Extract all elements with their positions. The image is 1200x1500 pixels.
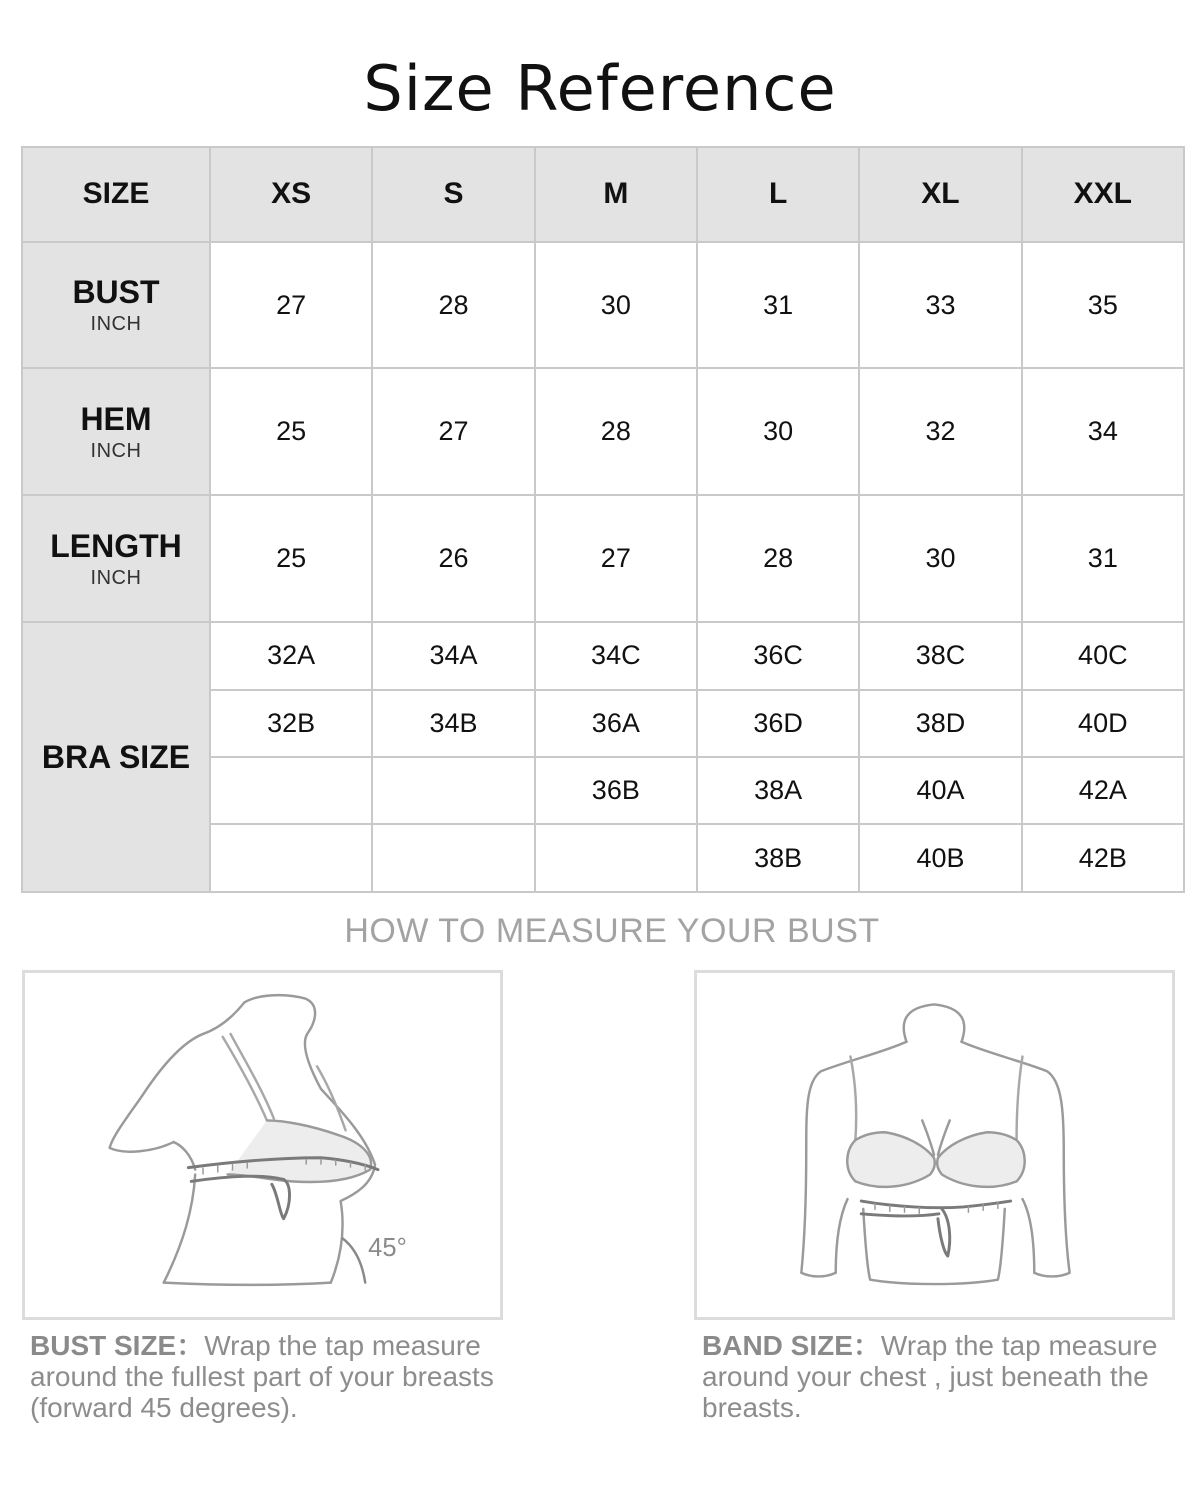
- table-cell: 26: [372, 495, 534, 622]
- length-row: [22, 495, 1184, 622]
- bra-cell: 34A: [372, 622, 534, 689]
- bust-size-text: Wrap the tap measure around the fullest part of your breasts (forward 45 degrees).: [30, 1330, 494, 1423]
- band-measure-illustration: [694, 970, 1175, 1320]
- table-cell: 25: [210, 368, 372, 495]
- bra-cell: 32A: [210, 622, 372, 689]
- bra-cell: 42A: [1022, 757, 1184, 824]
- length-row-header: [22, 495, 210, 622]
- table-cell: 25: [210, 495, 372, 622]
- angle-label: 45°: [368, 1234, 407, 1263]
- bra-cell: 38A: [697, 757, 859, 824]
- bra-cell: 34B: [372, 690, 534, 757]
- bra-cell: 38B: [697, 824, 859, 892]
- how-to-measure-title: HOW TO MEASURE YOUR BUST: [344, 912, 880, 950]
- size-corner-label: SIZE: [22, 147, 210, 242]
- bra-cell: 42B: [1022, 824, 1184, 892]
- band-size-caption: [702, 1330, 1182, 1423]
- size-header-row: [22, 147, 1184, 242]
- row-label: BUST: [72, 274, 160, 311]
- bust-measure-illustration: [22, 970, 503, 1320]
- row-label: HEM: [80, 400, 152, 437]
- size-header-cell: XL: [859, 147, 1021, 242]
- bust-row-header: [22, 242, 210, 369]
- hem-row: [22, 368, 1184, 495]
- size-header-cell: S: [372, 147, 534, 242]
- hem-row-header: [22, 368, 210, 495]
- bust-figure-icon: [25, 973, 500, 1317]
- bra-cell: 36A: [535, 690, 697, 757]
- bra-cell: 36D: [697, 690, 859, 757]
- bra-cell: 40C: [1022, 622, 1184, 689]
- bra-cell: [210, 757, 372, 824]
- bra-cell: 36C: [697, 622, 859, 689]
- bust-size-caption: [30, 1330, 500, 1423]
- page-title: Size Reference: [363, 52, 837, 125]
- bra-size-header: BRA SIZE: [22, 622, 210, 892]
- band-figure-icon: [697, 973, 1172, 1317]
- table-cell: 30: [535, 242, 697, 369]
- table-cell: 35: [1022, 242, 1184, 369]
- size-header-cell: XS: [210, 147, 372, 242]
- table-cell: 32: [859, 368, 1021, 495]
- table-cell: 30: [859, 495, 1021, 622]
- table-cell: 31: [1022, 495, 1184, 622]
- bra-cell: [210, 824, 372, 892]
- table-cell: 28: [535, 368, 697, 495]
- bra-size-row: [22, 622, 1184, 689]
- table-cell: 30: [697, 368, 859, 495]
- size-header-cell: M: [535, 147, 697, 242]
- bra-cell: 40A: [859, 757, 1021, 824]
- row-unit: INCH: [90, 313, 142, 336]
- table-cell: 28: [372, 242, 534, 369]
- table-cell: 33: [859, 242, 1021, 369]
- table-cell: 27: [210, 242, 372, 369]
- size-header-cell: L: [697, 147, 859, 242]
- bra-cell: 38C: [859, 622, 1021, 689]
- bra-cell: 38D: [859, 690, 1021, 757]
- table-cell: 27: [372, 368, 534, 495]
- bust-row: [22, 242, 1184, 369]
- band-size-text: Wrap the tap measure around your chest , just beneath the breasts.: [702, 1330, 1158, 1423]
- table-cell: 28: [697, 495, 859, 622]
- band-size-lead: BAND SIZE：: [702, 1330, 881, 1361]
- bra-cell: 36B: [535, 757, 697, 824]
- bra-cell: 32B: [210, 690, 372, 757]
- bra-cell: [372, 824, 534, 892]
- bra-cell: 34C: [535, 622, 697, 689]
- bust-size-lead: BUST SIZE：: [30, 1330, 205, 1361]
- bra-cell: 40D: [1022, 690, 1184, 757]
- table-cell: 31: [697, 242, 859, 369]
- row-unit: INCH: [90, 566, 142, 589]
- bra-cell: [372, 757, 534, 824]
- size-table: [21, 146, 1185, 893]
- row-label: LENGTH: [50, 527, 182, 564]
- table-cell: 27: [535, 495, 697, 622]
- bra-cell: [535, 824, 697, 892]
- table-cell: 34: [1022, 368, 1184, 495]
- size-header-cell: XXL: [1022, 147, 1184, 242]
- bra-cell: 40B: [859, 824, 1021, 892]
- row-unit: INCH: [90, 439, 142, 462]
